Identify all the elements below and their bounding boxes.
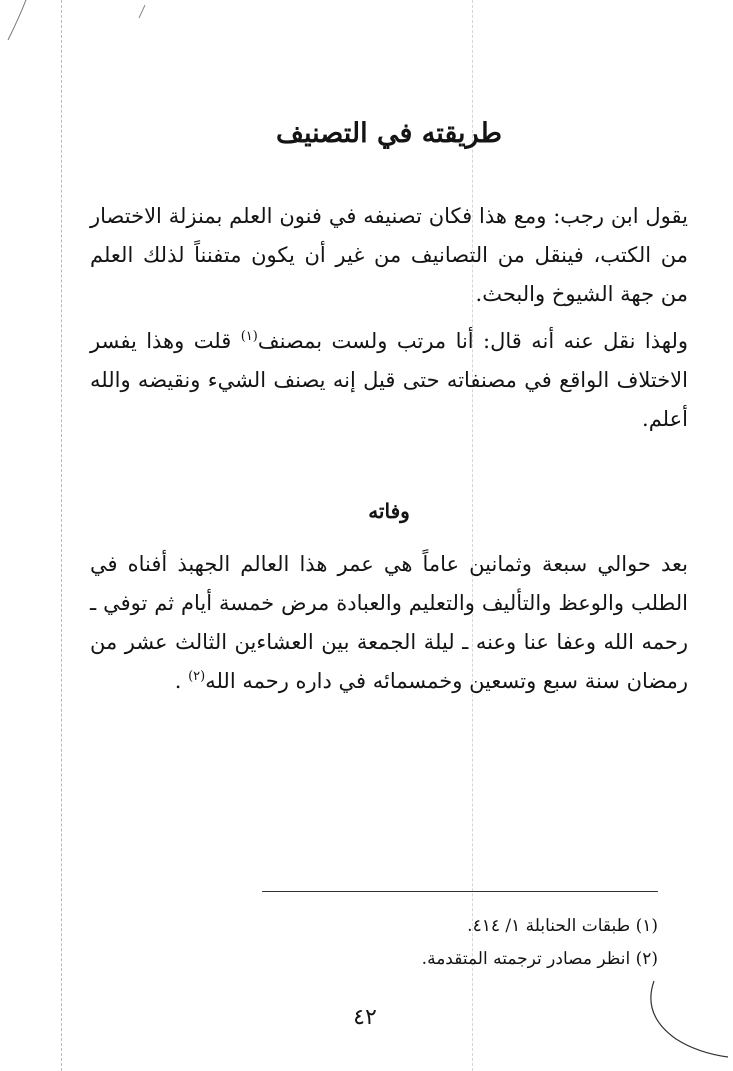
paragraph-death-end: . [174, 669, 189, 693]
paragraph-death-text: بعد حوالي سبعة وثمانين عاماً هي عمر هذا العالم الجهبذ أفناه في الطلب والوعظ والتأليف والتعليم والعبادة مرض خمسة أيام ثم توفي ـ رحمه الله وعفا عنا وعنه ـ ليلة الجمعة بين العشاءين الثالث عشر من رمضان سنة سبع وتسعين وخمسمائه في داره رحمه الله [90, 552, 688, 693]
footnote-number: (١) [635, 916, 658, 936]
page-curl-mark [640, 975, 730, 1065]
paragraph-quote-text-start: ولهذا نقل عنه أنه قال: أنا مرتب ولست بمصنف [257, 329, 688, 353]
page-number: ٤٢ [353, 1005, 377, 1030]
footnote-text: طبقات الحنابلة ١/ ٤١٤. [467, 916, 631, 936]
paragraph-death [90, 545, 688, 701]
footnote-ref-2[interactable]: (٢) [188, 669, 206, 684]
footnote-1 [262, 910, 658, 943]
section-subtitle: وفاته [368, 499, 410, 523]
footnote-ref-1[interactable]: (١) [240, 329, 258, 344]
footnote-2 [262, 943, 658, 976]
scan-artifact-line [61, 0, 62, 1071]
paragraph-quote [90, 322, 688, 439]
footnote-divider [262, 891, 658, 892]
footnotes [262, 910, 658, 976]
footnote-text: انظر مصادر ترجمته المتقدمة. [421, 949, 631, 969]
paragraph-quote-text-end: قلت وهذا يفسر الاختلاف الواقع في مصنفاته حتى قيل إنه يصنف الشيء ونقيضه والله أعلم. [90, 329, 688, 431]
scan-corner-mark [0, 0, 160, 120]
section-title: طريقته في التصنيف [276, 118, 502, 149]
footnote-number: (٢) [635, 949, 658, 969]
paragraph-method: يقول ابن رجب: ومع هذا فكان تصنيفه في فنون العلم بمنزلة الاختصار من الكتب، فينقل من التصانيف من غير أن يكون متفنناً لذلك العلم من جهة الشيوخ والبحث. [90, 204, 688, 306]
